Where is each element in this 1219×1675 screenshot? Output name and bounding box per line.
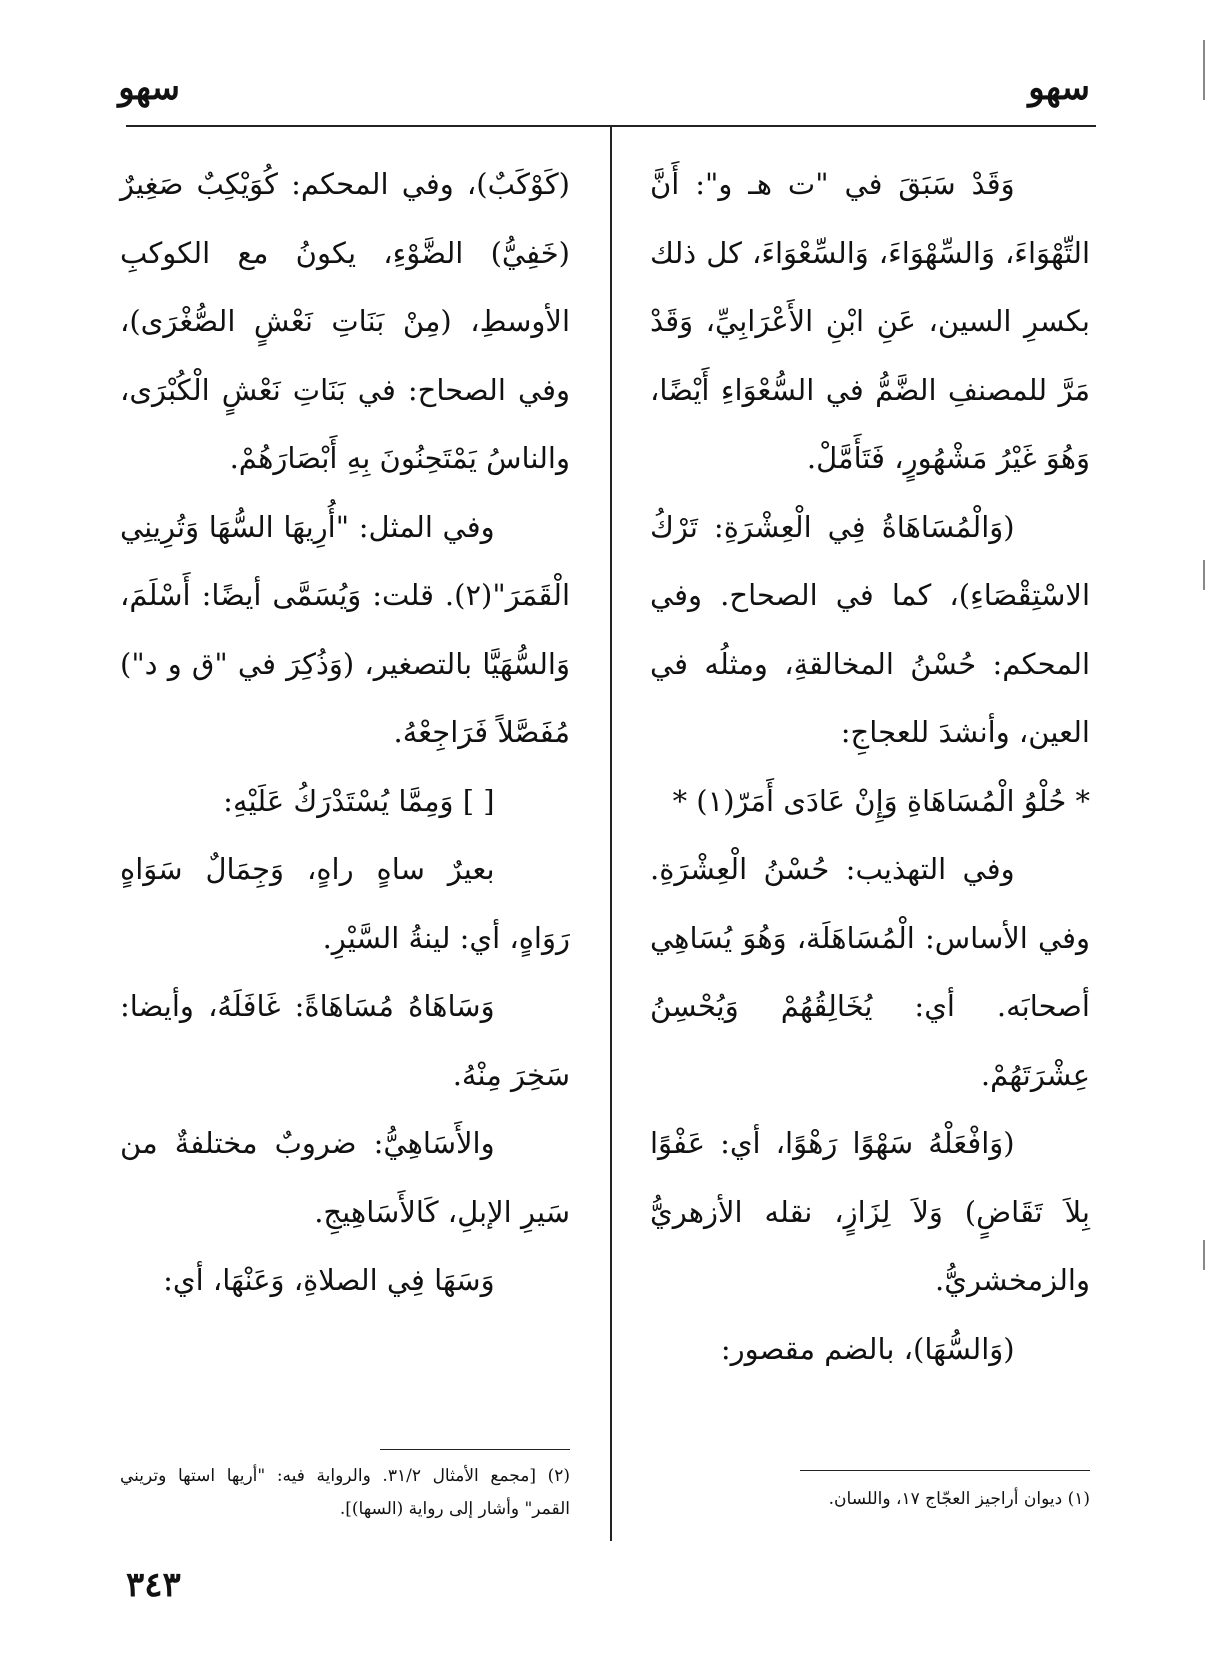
page-number: ٣٤٣ (126, 1565, 181, 1605)
scan-edge-mark (1203, 1240, 1205, 1270)
left-column (120, 150, 570, 1315)
paragraph: (وَافْعَلْهُ سَهْوًا رَهْوًا، أي: عَفْوًا بِلاَ تَقَاضٍ) وَلاَ لِزَازٍ، نقله الأزهريُّ والزمخشريُّ. (650, 1126, 1090, 1297)
paragraph: والأَسَاهِيُّ: ضروبٌ مختلفةٌ من سَيرِ الإبلِ، كَالأَسَاهِيجِ. (120, 1126, 570, 1229)
running-header-right: سهو (1028, 68, 1090, 108)
paragraph: وَقَدْ سَبَقَ في "ت هـ و": أَنَّ التِّهْوَاءَ، وَالسِّهْوَاءَ، وَالسِّعْوَاءَ، كل ذلك بكسرِ السين، عَنِ ابْنِ الأَعْرَابِيِّ، وَقَدْ مَرَّ للمصنفِ الضَّمُّ في السُّعْوَاءِ أَيْضًا، وَهُوَ غَيْرُ مَشْهُورٍ، فَتَأَمَّلْ. (650, 167, 1090, 475)
footnote-right: (١) ديوان أراجيز العجّاج ١٧، واللسان. (828, 1489, 1090, 1509)
paragraph: [ ] وَمِمَّا يُسْتَدْرَكُ عَلَيْهِ: (223, 783, 495, 818)
scan-edge-mark (1203, 560, 1205, 590)
paragraph: (كَوْكَبٌ)، وفي المحكم: كُوَيْكِبٌ صَغِيرٌ (خَفِيُّ) الضَّوْءِ، يكونُ مع الكوكبِ الأوسطِ، (مِنْ بَنَاتِ نَعْشٍ الصُّغْرَى)، وفي الصحاح: في بَنَاتِ نَعْشٍ الْكُبْرَى، والناسُ يَمْتَحِنُونَ بِهِ أَبْصَارَهُمْ. (120, 167, 570, 475)
paragraph: وَسَاهَاهُ مُسَاهَاةً: غَافَلَهُ، وأيضا: سَخِرَ مِنْهُ. (120, 989, 570, 1092)
paragraph: وفي المثل: "أُرِيهَا السُّهَا وَتُرِينِي الْقَمَرَ"(٢). قلت: وَيُسَمَّى أيضًا: أَسْلَمَ، وَالسُّهَيَّا بالتصغير، (وَذُكِرَ في "ق و د") مُفَصَّلاً فَرَاجِعْهُ. (120, 509, 570, 749)
column-divider (610, 126, 612, 1541)
paragraph: وَسَهَا فِي الصلاةِ، وَعَنْهَا، أي: (163, 1263, 495, 1297)
footnote-rule-left (380, 1449, 570, 1450)
footnote-rule-right (800, 1470, 1090, 1471)
paragraph: بعيرٌ ساهٍ راهٍ، وَجِمَالٌ سَوَاهٍ رَوَاهٍ، أي: لينةُ السَّيْرِ. (120, 852, 570, 955)
footnote-left: (٢) [مجمع الأمثال ٣١/٢. والرواية فيه: "أريها استها وتريني القمر" وأشار إلى رواية (السها)]. (120, 1466, 570, 1519)
paragraph: (وَالْمُسَاهَاةُ فِي الْعِشْرَةِ: تَرْكُ الاسْتِقْصَاءِ)، كما في الصحاح. وفي المحكم: حُسْنُ المخالقةِ، ومثلُه في العين، وأنشدَ للعجاجِ: (650, 509, 1090, 749)
running-header-left: سهو (118, 68, 180, 108)
paragraph: (وَالسُّهَا)، بالضم مقصور: (720, 1331, 1015, 1366)
paragraph: وفي التهذيب: حُسْنُ الْعِشْرَةِ. وفي الأساس: الْمُسَاهَلَة، وَهُوَ يُسَاهِي أصحابَه. أي: يُخَالِقُهُمْ وَيُحْسِنُ عِشْرَتَهُمْ. (650, 852, 1090, 1092)
right-column (650, 150, 1090, 1383)
scan-edge-mark (1203, 40, 1205, 100)
verse: * حُلْوُ الْمُسَاهَاةِ وَإِنْ عَادَى أَمَرّ(١) * (672, 783, 1090, 818)
